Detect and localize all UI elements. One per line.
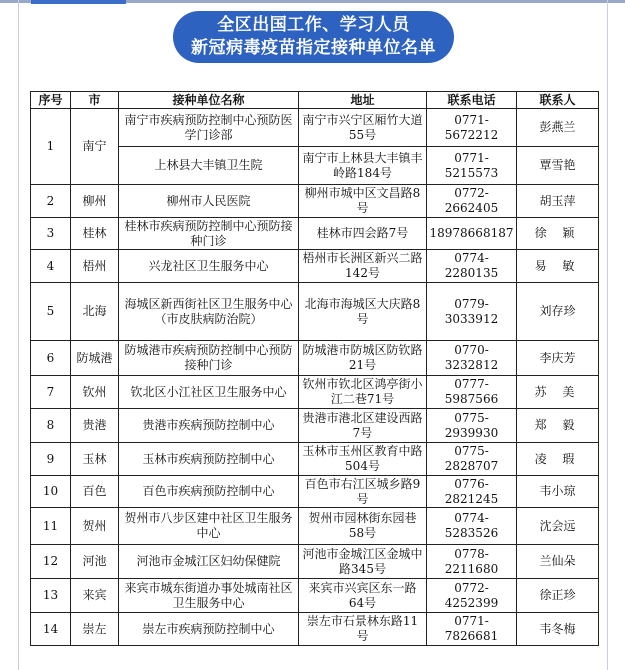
cell-city: 柳州: [71, 185, 119, 218]
cell-no: 6: [31, 341, 71, 376]
cell-phone: 0779-3033912: [427, 283, 517, 341]
header-contact: 联系人: [517, 92, 599, 109]
cell-address: 崇左市石景林东路11号: [299, 613, 427, 646]
cell-city: 桂林: [71, 218, 119, 250]
cell-address: 桂林市四会路7号: [299, 218, 427, 250]
cell-city: 梧州: [71, 250, 119, 283]
cell-phone: 0778-2211680: [427, 545, 517, 579]
cell-phone: 0771-5215573: [427, 147, 517, 185]
table-row: [31, 579, 599, 613]
cell-address: 南宁市上林县大丰镇丰岭路184号: [299, 147, 427, 185]
cell-no: 5: [31, 283, 71, 341]
cell-address: 防城港市防城区防钦路21号: [299, 341, 427, 376]
cell-contact: 胡玉萍: [517, 185, 599, 218]
cell-contact: 易 敏: [517, 250, 599, 283]
cell-no: 13: [31, 579, 71, 613]
cell-no: 2: [31, 185, 71, 218]
table-row: [31, 341, 599, 376]
cell-no: 14: [31, 613, 71, 646]
cell-unit: 崇左市疾病预防控制中心: [119, 613, 299, 646]
cell-phone: 0771-7826681: [427, 613, 517, 646]
cell-phone: 0770-3232812: [427, 341, 517, 376]
table-row: [31, 508, 599, 545]
cell-contact: 兰仙朵: [517, 545, 599, 579]
cell-no: 12: [31, 545, 71, 579]
cell-contact: 韦小琼: [517, 476, 599, 508]
cell-city: 南宁: [71, 109, 119, 185]
header-no: 序号: [31, 92, 71, 109]
cell-phone: 0774-5283526: [427, 508, 517, 545]
cell-phone: 0772-2662405: [427, 185, 517, 218]
cell-unit: 南宁市疾病预防控制中心预防医学门诊部: [119, 109, 299, 147]
table-row: [31, 376, 599, 409]
cell-unit: 海城区新西街社区卫生服务中心（市皮肤病防治院）: [119, 283, 299, 341]
right-page-border: [607, 0, 608, 670]
cell-address: 柳州市城中区文昌路8号: [299, 185, 427, 218]
cell-address: 河池市金城江区金城中路345号: [299, 545, 427, 579]
cell-contact: 李庆芳: [517, 341, 599, 376]
table-row: [31, 545, 599, 579]
cell-phone: 0775-2828707: [427, 443, 517, 476]
header-city: 市: [71, 92, 119, 109]
cell-city: 防城港: [71, 341, 119, 376]
cell-unit: 上林县大丰镇卫生院: [119, 147, 299, 185]
cell-unit: 贺州市八步区建中社区卫生服务中心: [119, 508, 299, 545]
cell-city: 贺州: [71, 508, 119, 545]
cell-address: 梧州市长洲区新兴二路142号: [299, 250, 427, 283]
table-row: [31, 613, 599, 646]
cell-city: 百色: [71, 476, 119, 508]
table-row: [31, 476, 599, 508]
cell-city: 贵港: [71, 409, 119, 443]
cell-no: 3: [31, 218, 71, 250]
table-row: [31, 443, 599, 476]
cell-contact: 沈会远: [517, 508, 599, 545]
cell-no: 1: [31, 109, 71, 185]
cell-contact: 徐 颖: [517, 218, 599, 250]
cell-no: 4: [31, 250, 71, 283]
cell-phone: 0775-2939930: [427, 409, 517, 443]
cell-contact: 郑 毅: [517, 409, 599, 443]
title-banner: [173, 11, 454, 63]
cell-no: 7: [31, 376, 71, 409]
cell-unit: 玉林市疾病预防控制中心: [119, 443, 299, 476]
table-row: [31, 109, 599, 147]
header-phone: 联系电话: [427, 92, 517, 109]
cell-unit: 河池市金城江区妇幼保健院: [119, 545, 299, 579]
cell-phone: 0776-2821245: [427, 476, 517, 508]
cell-no: 9: [31, 443, 71, 476]
cell-no: 8: [31, 409, 71, 443]
cell-city: 玉林: [71, 443, 119, 476]
top-tab-indicator: [31, 0, 126, 4]
cell-contact: 凌 瑕: [517, 443, 599, 476]
cell-no: 10: [31, 476, 71, 508]
table-row: [31, 283, 599, 341]
cell-unit: 桂林市疾病预防控制中心预防接种门诊: [119, 218, 299, 250]
cell-address: 贺州市园林街东园巷58号: [299, 508, 427, 545]
cell-unit: 兴龙社区卫生服务中心: [119, 250, 299, 283]
cell-no: 11: [31, 508, 71, 545]
header-unit: 接种单位名称: [119, 92, 299, 109]
table-row: [31, 409, 599, 443]
cell-phone: 18978668187: [427, 218, 517, 250]
cell-unit: 百色市疾病预防控制中心: [119, 476, 299, 508]
cell-phone: 0772-4252399: [427, 579, 517, 613]
cell-contact: 苏 美: [517, 376, 599, 409]
cell-address: 百色市右江区城乡路9号: [299, 476, 427, 508]
cell-city: 崇左: [71, 613, 119, 646]
cell-address: 南宁市兴宁区厢竹大道55号: [299, 109, 427, 147]
cell-unit: 防城港市疾病预防控制中心预防接种门诊: [119, 341, 299, 376]
cell-city: 来宾: [71, 579, 119, 613]
cell-contact: 覃雪艳: [517, 147, 599, 185]
cell-phone: 0777-5987566: [427, 376, 517, 409]
table-row: [31, 218, 599, 250]
cell-contact: 刘存珍: [517, 283, 599, 341]
cell-phone: 0774-2280135: [427, 250, 517, 283]
table-row: [31, 185, 599, 218]
title-line-2: 新冠病毒疫苗指定接种单位名单: [191, 38, 436, 58]
title-line-1: 全区出国工作、学习人员: [217, 15, 410, 35]
cell-city: 北海: [71, 283, 119, 341]
cell-city: 河池: [71, 545, 119, 579]
vaccination-sites-table: [30, 91, 599, 646]
cell-unit: 柳州市人民医院: [119, 185, 299, 218]
cell-address: 贵港市港北区建设西路7号: [299, 409, 427, 443]
table-header-row: [31, 92, 599, 109]
cell-unit: 钦北区小江社区卫生服务中心: [119, 376, 299, 409]
left-page-border: [18, 0, 19, 670]
cell-contact: 彭燕兰: [517, 109, 599, 147]
cell-address: 北海市海城区大庆路8号: [299, 283, 427, 341]
header-address: 地址: [299, 92, 427, 109]
cell-address: 来宾市兴宾区东一路64号: [299, 579, 427, 613]
cell-address: 钦州市钦北区鸿亭街小江二巷71号: [299, 376, 427, 409]
cell-city: 钦州: [71, 376, 119, 409]
cell-unit: 来宾市城东街道办事处城南社区卫生服务中心: [119, 579, 299, 613]
cell-phone: 0771-5672212: [427, 109, 517, 147]
cell-unit: 贵港市疾病预防控制中心: [119, 409, 299, 443]
cell-address: 玉林市玉州区教育中路504号: [299, 443, 427, 476]
cell-contact: 韦冬梅: [517, 613, 599, 646]
cell-contact: 徐正珍: [517, 579, 599, 613]
table-row: [31, 250, 599, 283]
